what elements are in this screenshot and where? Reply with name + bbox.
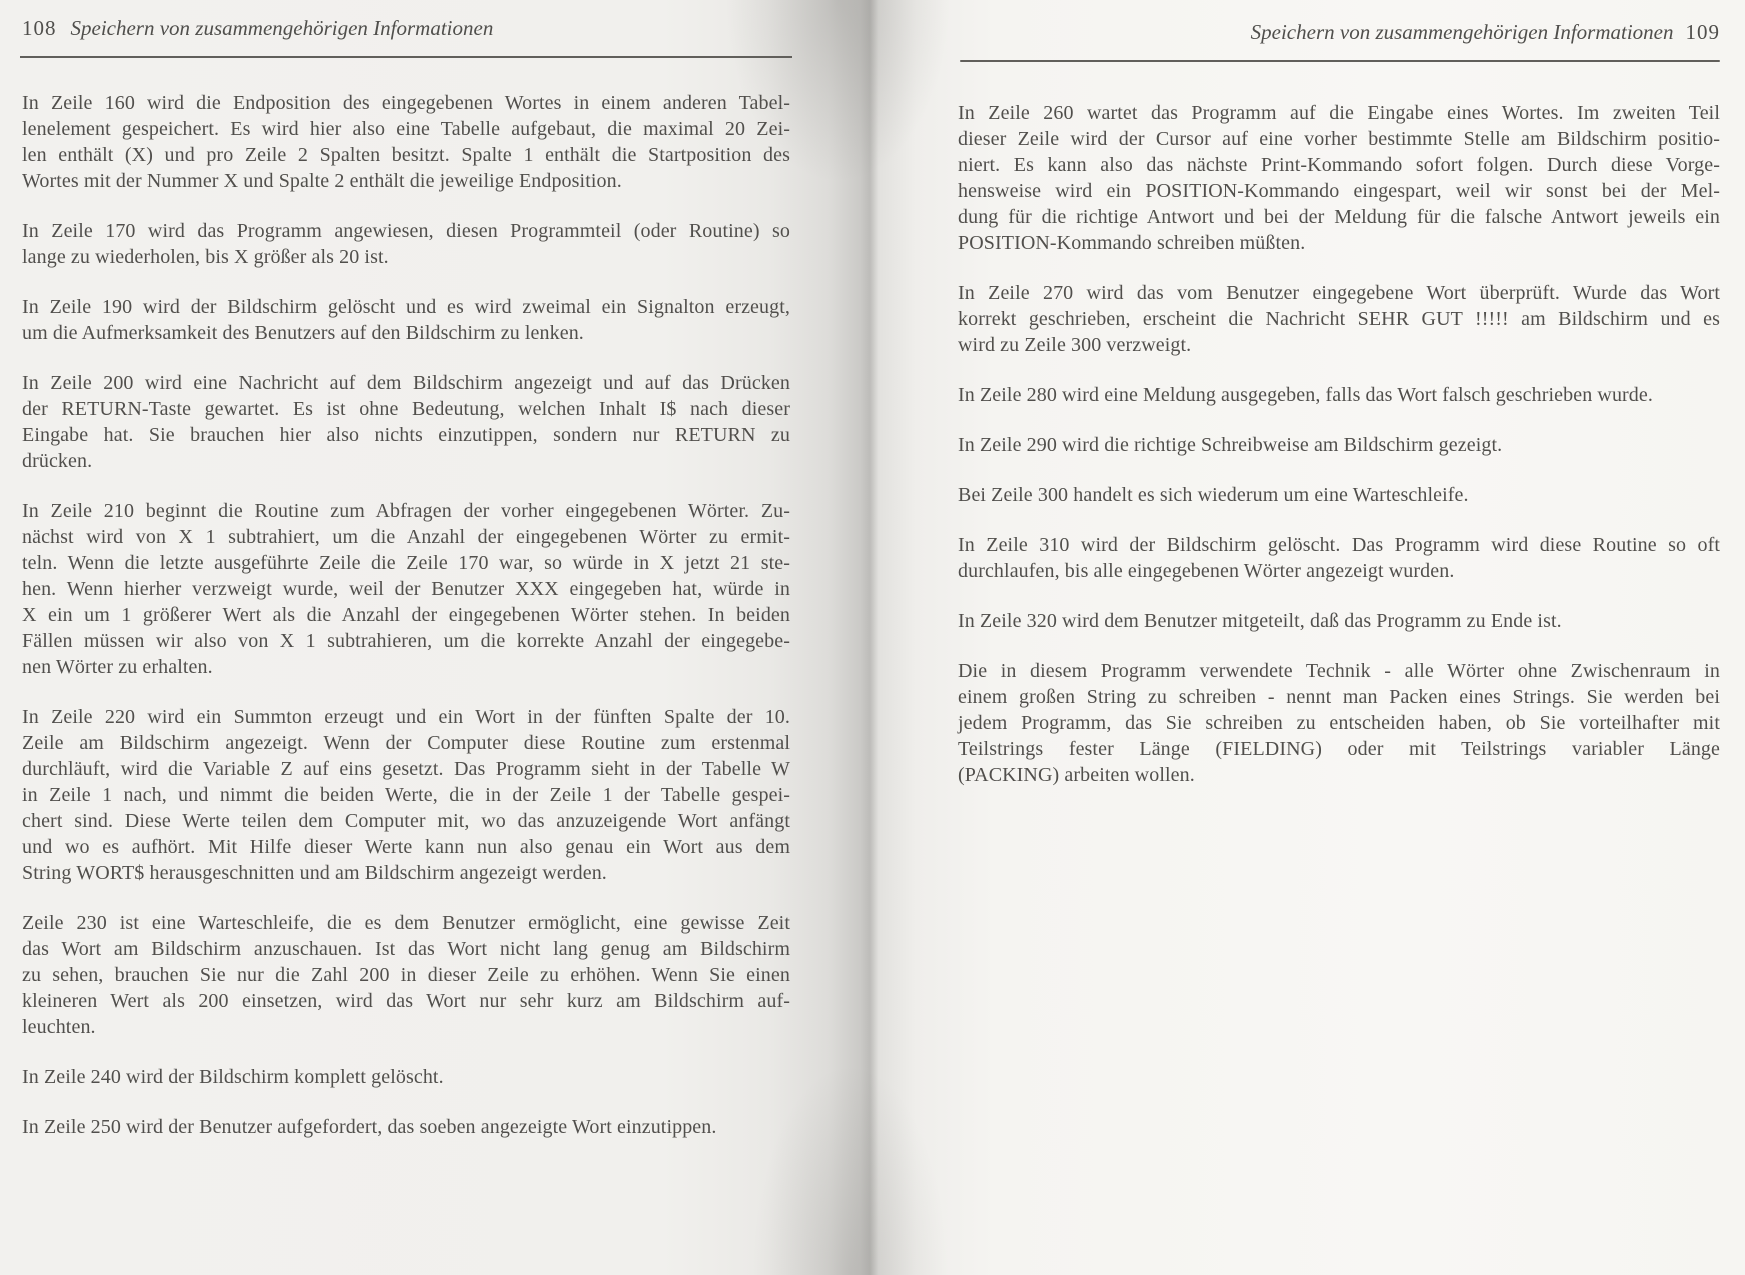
text-line: drücken. xyxy=(22,450,93,472)
text-line: In Zeile 160 wird die Endposition des eingegebenen Wortes in einem anderen Tabel- xyxy=(22,92,790,114)
page-left xyxy=(0,0,870,1275)
text-line: hen. Wenn hierher verzweigt wurde, weil der Benutzer XXX eingegeben hat, würde in xyxy=(22,578,790,600)
text-line: in Zeile 1 nach, und nimmt die beiden Werte, die in der Zeile 1 der Tabelle gespei- xyxy=(22,784,790,806)
text-line: Fällen müssen wir also von X 1 subtrahieren, um die korrekte Anzahl der eingegebe- xyxy=(22,630,790,652)
text-line: In Zeile 290 wird die richtige Schreibweise am Bildschirm gezeigt. xyxy=(958,434,1503,456)
paragraph xyxy=(958,658,1720,788)
text-line: lange zu wiederholen, bis X größer als 20 ist. xyxy=(22,246,389,268)
text-line: zu sehen, brauchen Sie nur die Zahl 200 in dieser Zeile zu erhöhen. Wenn Sie einen xyxy=(22,964,790,986)
text-line: In Zeile 170 wird das Programm angewiesen, diesen Programmteil (oder Routine) so xyxy=(22,220,790,242)
text-line: In Zeile 270 wird das vom Benutzer eingegebene Wort überprüft. Wurde das Wort xyxy=(958,282,1720,304)
paragraph xyxy=(22,704,790,886)
text-line: und wo es aufhört. Mit Hilfe dieser Werte kann nun also genau ein Wort aus dem xyxy=(22,836,790,858)
text-line: In Zeile 190 wird der Bildschirm gelöscht und es wird zweimal ein Signalton erzeugt, xyxy=(22,296,790,318)
text-line: teln. Wenn die letzte ausgeführte Zeile die Zeile 170 war, so würde in X jetzt 21 ste- xyxy=(22,552,790,574)
text-line: In Zeile 240 wird der Bildschirm komplett gelöscht. xyxy=(22,1066,444,1088)
text-line: niert. Es kann also das nächste Print-Kommando sofort folgen. Durch diese Vorge- xyxy=(958,154,1720,176)
page-number-right: 109 xyxy=(1685,20,1720,44)
text-line: wird zu Zeile 300 verzweigt. xyxy=(958,334,1192,356)
paragraph xyxy=(22,498,790,680)
page-right xyxy=(870,0,1745,1275)
paragraph xyxy=(22,90,790,194)
running-title-right: Speichern von zusammengehörigen Informationen xyxy=(1250,20,1674,44)
text-line: kleineren Wert als 200 einsetzen, wird das Wort nur sehr kurz am Bildschirm auf- xyxy=(22,990,790,1012)
text-line: POSITION-Kommando schreiben müßten. xyxy=(958,232,1306,254)
text-column-right xyxy=(958,100,1720,788)
text-line: nen Wörter zu erhalten. xyxy=(22,656,213,678)
paragraph xyxy=(958,280,1720,358)
text-line: lenelement gespeichert. Es wird hier also eine Tabelle aufgebaut, die maximal 20 Zei- xyxy=(22,118,790,140)
text-line: String WORT$ herausgeschnitten und am Bildschirm angezeigt werden. xyxy=(22,862,607,884)
page-number-left: 108 xyxy=(22,16,57,40)
paragraph xyxy=(958,100,1720,256)
text-line: jedem Programm, das Sie schreiben zu entscheiden haben, ob Sie vorteilhafter mit xyxy=(958,712,1720,734)
text-line: Zeile am Bildschirm angezeigt. Wenn der Computer diese Routine zum erstenmal xyxy=(22,732,790,754)
text-line: durchläuft, wird die Variable Z auf eins gesetzt. Das Programm sieht in der Tabelle W xyxy=(22,758,790,780)
text-line: In Zeile 280 wird eine Meldung ausgegeben, falls das Wort falsch geschrieben wurde. xyxy=(958,384,1653,406)
text-line: len enthält (X) und pro Zeile 2 Spalten besitzt. Spalte 1 enthält die Startposition des xyxy=(22,144,790,166)
paragraph xyxy=(22,1064,790,1090)
text-line: hensweise wird ein POSITION-Kommando eingespart, weil wir sonst bei der Mel- xyxy=(958,180,1720,202)
page-header-left xyxy=(22,16,493,41)
text-line: X ein um 1 größerer Wert als die Anzahl der eingegebenen Wörter stehen. In beiden xyxy=(22,604,790,626)
text-line: durchlaufen, bis alle eingegebenen Wörter angezeigt wurden. xyxy=(958,560,1455,582)
header-rule-left xyxy=(20,56,792,58)
text-line: In Zeile 220 wird ein Summton erzeugt und ein Wort in der fünften Spalte der 10. xyxy=(22,706,790,728)
text-line: nächst wird von X 1 subtrahiert, um die Anzahl der eingegebenen Wörter zu ermit- xyxy=(22,526,790,548)
text-line: In Zeile 320 wird dem Benutzer mitgeteilt, daß das Programm zu Ende ist. xyxy=(958,610,1562,632)
text-line: der RETURN-Taste gewartet. Es ist ohne Bedeutung, welchen Inhalt I$ nach dieser xyxy=(22,398,790,420)
text-line: korrekt geschrieben, erscheint die Nachricht SEHR GUT !!!!! am Bildschirm und es xyxy=(958,308,1720,330)
paragraph xyxy=(22,910,790,1040)
text-line: Teilstrings fester Länge (FIELDING) oder mit Teilstrings variabler Länge xyxy=(958,738,1720,760)
text-line: um die Aufmerksamkeit des Benutzers auf den Bildschirm zu lenken. xyxy=(22,322,584,344)
paragraph xyxy=(958,432,1720,458)
text-line: das Wort am Bildschirm anzuschauen. Ist das Wort nicht lang genug am Bildschirm xyxy=(22,938,790,960)
page-header-right xyxy=(958,20,1720,45)
text-line: In Zeile 200 wird eine Nachricht auf dem Bildschirm angezeigt und auf das Drücken xyxy=(22,372,790,394)
text-line: In Zeile 250 wird der Benutzer aufgefordert, das soeben angezeigte Wort einzutippen. xyxy=(22,1116,717,1138)
paragraph xyxy=(958,532,1720,584)
text-line: Wortes mit der Nummer X und Spalte 2 enthält die jeweilige Endposition. xyxy=(22,170,622,192)
text-line: Eingabe hat. Sie brauchen hier also nichts einzutippen, sondern nur RETURN zu xyxy=(22,424,790,446)
text-column-left xyxy=(22,90,790,1140)
text-line: einem großen String zu schreiben - nennt man Packen eines Strings. Sie werden bei xyxy=(958,686,1720,708)
paragraph xyxy=(958,382,1720,408)
paragraph xyxy=(958,482,1720,508)
paragraph xyxy=(958,608,1720,634)
text-line: dung für die richtige Antwort und bei der Meldung für die falsche Antwort jeweils ein xyxy=(958,206,1720,228)
text-line: In Zeile 260 wartet das Programm auf die Eingabe eines Wortes. Im zweiten Teil xyxy=(958,102,1720,124)
paragraph xyxy=(22,218,790,270)
text-line: In Zeile 310 wird der Bildschirm gelöscht. Das Programm wird diese Routine so oft xyxy=(958,534,1720,556)
text-line: leuchten. xyxy=(22,1016,96,1038)
text-line: dieser Zeile wird der Cursor auf eine vorher bestimmte Stelle am Bildschirm positio- xyxy=(958,128,1720,150)
text-line: chert sind. Diese Werte teilen dem Computer mit, wo das anzuzeigende Wort anfängt xyxy=(22,810,790,832)
paragraph xyxy=(22,370,790,474)
running-title-left: Speichern von zusammengehörigen Informationen xyxy=(70,16,494,40)
text-line: Bei Zeile 300 handelt es sich wiederum um eine Warteschleife. xyxy=(958,484,1469,506)
paragraph xyxy=(22,1114,790,1140)
text-line: In Zeile 210 beginnt die Routine zum Abfragen der vorher eingegebenen Wörter. Zu- xyxy=(22,500,790,522)
text-line: Die in diesem Programm verwendete Technik - alle Wörter ohne Zwischenraum in xyxy=(958,660,1720,682)
text-line: Zeile 230 ist eine Warteschleife, die es dem Benutzer ermöglicht, eine gewisse Zeit xyxy=(22,912,790,934)
text-line: (PACKING) arbeiten wollen. xyxy=(958,764,1195,786)
header-rule-right xyxy=(960,60,1720,62)
paragraph xyxy=(22,294,790,346)
